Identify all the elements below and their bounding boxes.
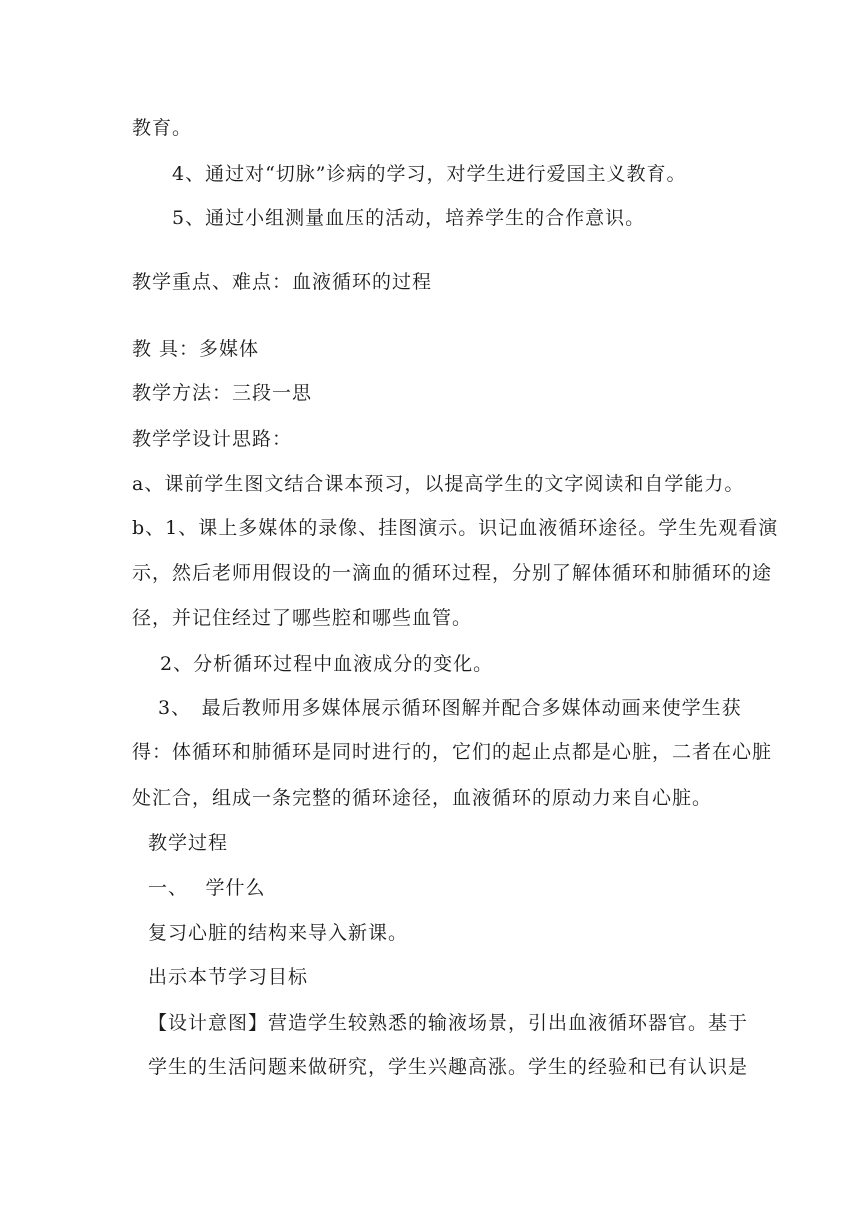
text-line-a: a、课前学生图文结合课本预习，以提高学生的文字阅读和自学能力。 [132,473,745,495]
text-line-b3-cont1: 得：体循环和肺循环是同时进行的，它们的起止点都是心脏，二者在心脏 [132,741,773,763]
subheading-what-to-learn: 一、 学什么 [148,877,266,899]
text-line-1: 教育。 [132,117,193,139]
text-line-3: 5、通过小组测量血压的活动，培养学生的合作意识。 [172,207,646,229]
text-line-2: 4、通过对“切脉”诊病的学习，对学生进行爱国主义教育。 [172,163,687,185]
text-line-teaching-method: 教学方法：三段一思 [132,382,313,404]
text-line-objectives: 出示本节学习目标 [148,966,309,988]
text-line-b1-cont2: 径，并记住经过了哪些腔和哪些血管。 [132,607,473,629]
text-line-design-ideas: 教学学设计思路： [132,428,293,450]
text-line-design-intent-cont: 学生的生活问题来做研究，学生兴趣高涨。学生的经验和已有认识是 [148,1056,749,1078]
text-line-b1-cont1: 示，然后老师用假设的一滴血的循环过程，分别了解体循环和肺循环的途 [132,562,773,584]
section-heading-teaching-process: 教学过程 [148,832,229,854]
text-line-b3: 3、 最后教师用多媒体展示循环图解并配合多媒体动画来使学生获 [158,697,742,719]
text-line-b3-cont2: 处汇合，组成一条完整的循环途径，血液循环的原动力来自心脏。 [132,787,713,809]
section-heading-key-points: 教学重点、难点：血液循环的过程 [132,271,433,293]
text-line-design-intent: 【设计意图】营造学生较熟悉的输液场景，引出血液循环器官。基于 [148,1012,749,1034]
text-line-teaching-tools: 教 具：多媒体 [132,338,260,360]
text-line-review: 复习心脏的结构来导入新课。 [148,922,409,944]
text-line-b2: 2、分析循环过程中血液成分的变化。 [160,653,494,675]
text-line-b1: b、1、课上多媒体的录像、挂图演示。识记血液循环途径。学生先观看演 [132,517,779,539]
